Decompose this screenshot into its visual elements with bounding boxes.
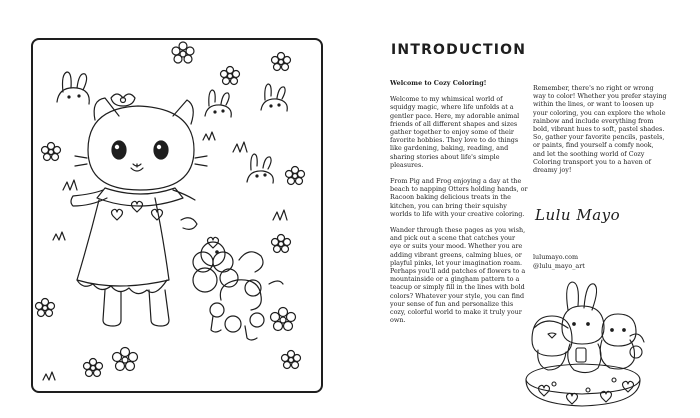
flower-icon [282, 351, 301, 369]
cat-and-poodle-line-art [33, 40, 323, 393]
intro-paragraph: From Pig and Frog enjoying a day at the beach to napping Otters holding hands, or Racoon baking delicious treats in the kitchen, you can bring their squishy worlds to life with your creative coloring. [390, 177, 528, 218]
flower-icon [286, 167, 305, 185]
flower-icon [272, 53, 291, 71]
grass-tuft [63, 180, 77, 190]
flower-icon [271, 308, 296, 331]
page-title: INTRODUCTION [391, 42, 527, 58]
bunny-icon [247, 154, 273, 183]
intro-paragraph: Remember, there's no right or wrong way to color! Whether you prefer staying within the lines, or want to loosen up your coloring, you can explore the whole rainbow and include everything from bold, vibrant hues to soft, pastel shades. So, gather your favorite pencils, pastels, or paints, find yourself a comfy nook, and let the soothing world of Cozy Coloring transport you to a haven of dreamy joy! [533, 84, 667, 175]
flower-icon [172, 42, 194, 63]
poodle-character [193, 237, 283, 340]
grass-tuft [43, 372, 55, 380]
author-signature: Lulu Mayo [535, 206, 621, 224]
greeting: Welcome to Cozy Coloring! [390, 79, 487, 87]
duck-character [532, 316, 572, 370]
bunny-icon [261, 84, 287, 111]
right-page [350, 0, 700, 418]
otter-character [600, 314, 644, 369]
grass-tuft [273, 210, 287, 220]
bunny-icon [205, 90, 231, 117]
flower-icon [36, 299, 55, 317]
intro-column-left [390, 79, 528, 332]
friends-on-cushion-illustration [518, 280, 648, 412]
bunny-character [562, 282, 604, 373]
grass-tuft [233, 142, 247, 152]
intro-column-right [533, 84, 667, 182]
grass-tuft [203, 132, 215, 140]
flower-icon [42, 143, 61, 161]
coloring-illustration [31, 38, 323, 393]
cat-character [71, 94, 207, 326]
flower-icon [113, 348, 138, 371]
grass-tuft [53, 232, 65, 240]
bunny-icon [57, 72, 89, 104]
flower-icon [221, 67, 240, 85]
author-contact [533, 253, 585, 270]
flower-icon [84, 359, 103, 377]
author-website: lulumayo.com [533, 253, 579, 261]
author-handle: @lulu_mayo_art [533, 261, 585, 270]
intro-paragraph: Wander through these pages as you wish, and pick out a scene that catches your eye or suits your mood. Whether you are adding vibrant greens, calming blues, or playful pinks, let your imagination roam. Perhaps you'll add patches of flowers to a mountainside or a gingham pattern to a teacup or simply fill in the lines with bold colors? Whatever your style, you can find your sense of fun and personalize this cozy, colorful world to make it truly your own. [390, 226, 526, 325]
flower-icon [272, 235, 291, 253]
intro-paragraph: Welcome to my whimsical world of squidgy magic, where life unfolds at a gentler pace. Here, my adorable animal friends of all different shapes and sizes gather together to enjoy some of their favorite hobbies. They love to do things like gardening, baking, reading, and sharing stories about life's simple pleasures. [390, 95, 520, 169]
